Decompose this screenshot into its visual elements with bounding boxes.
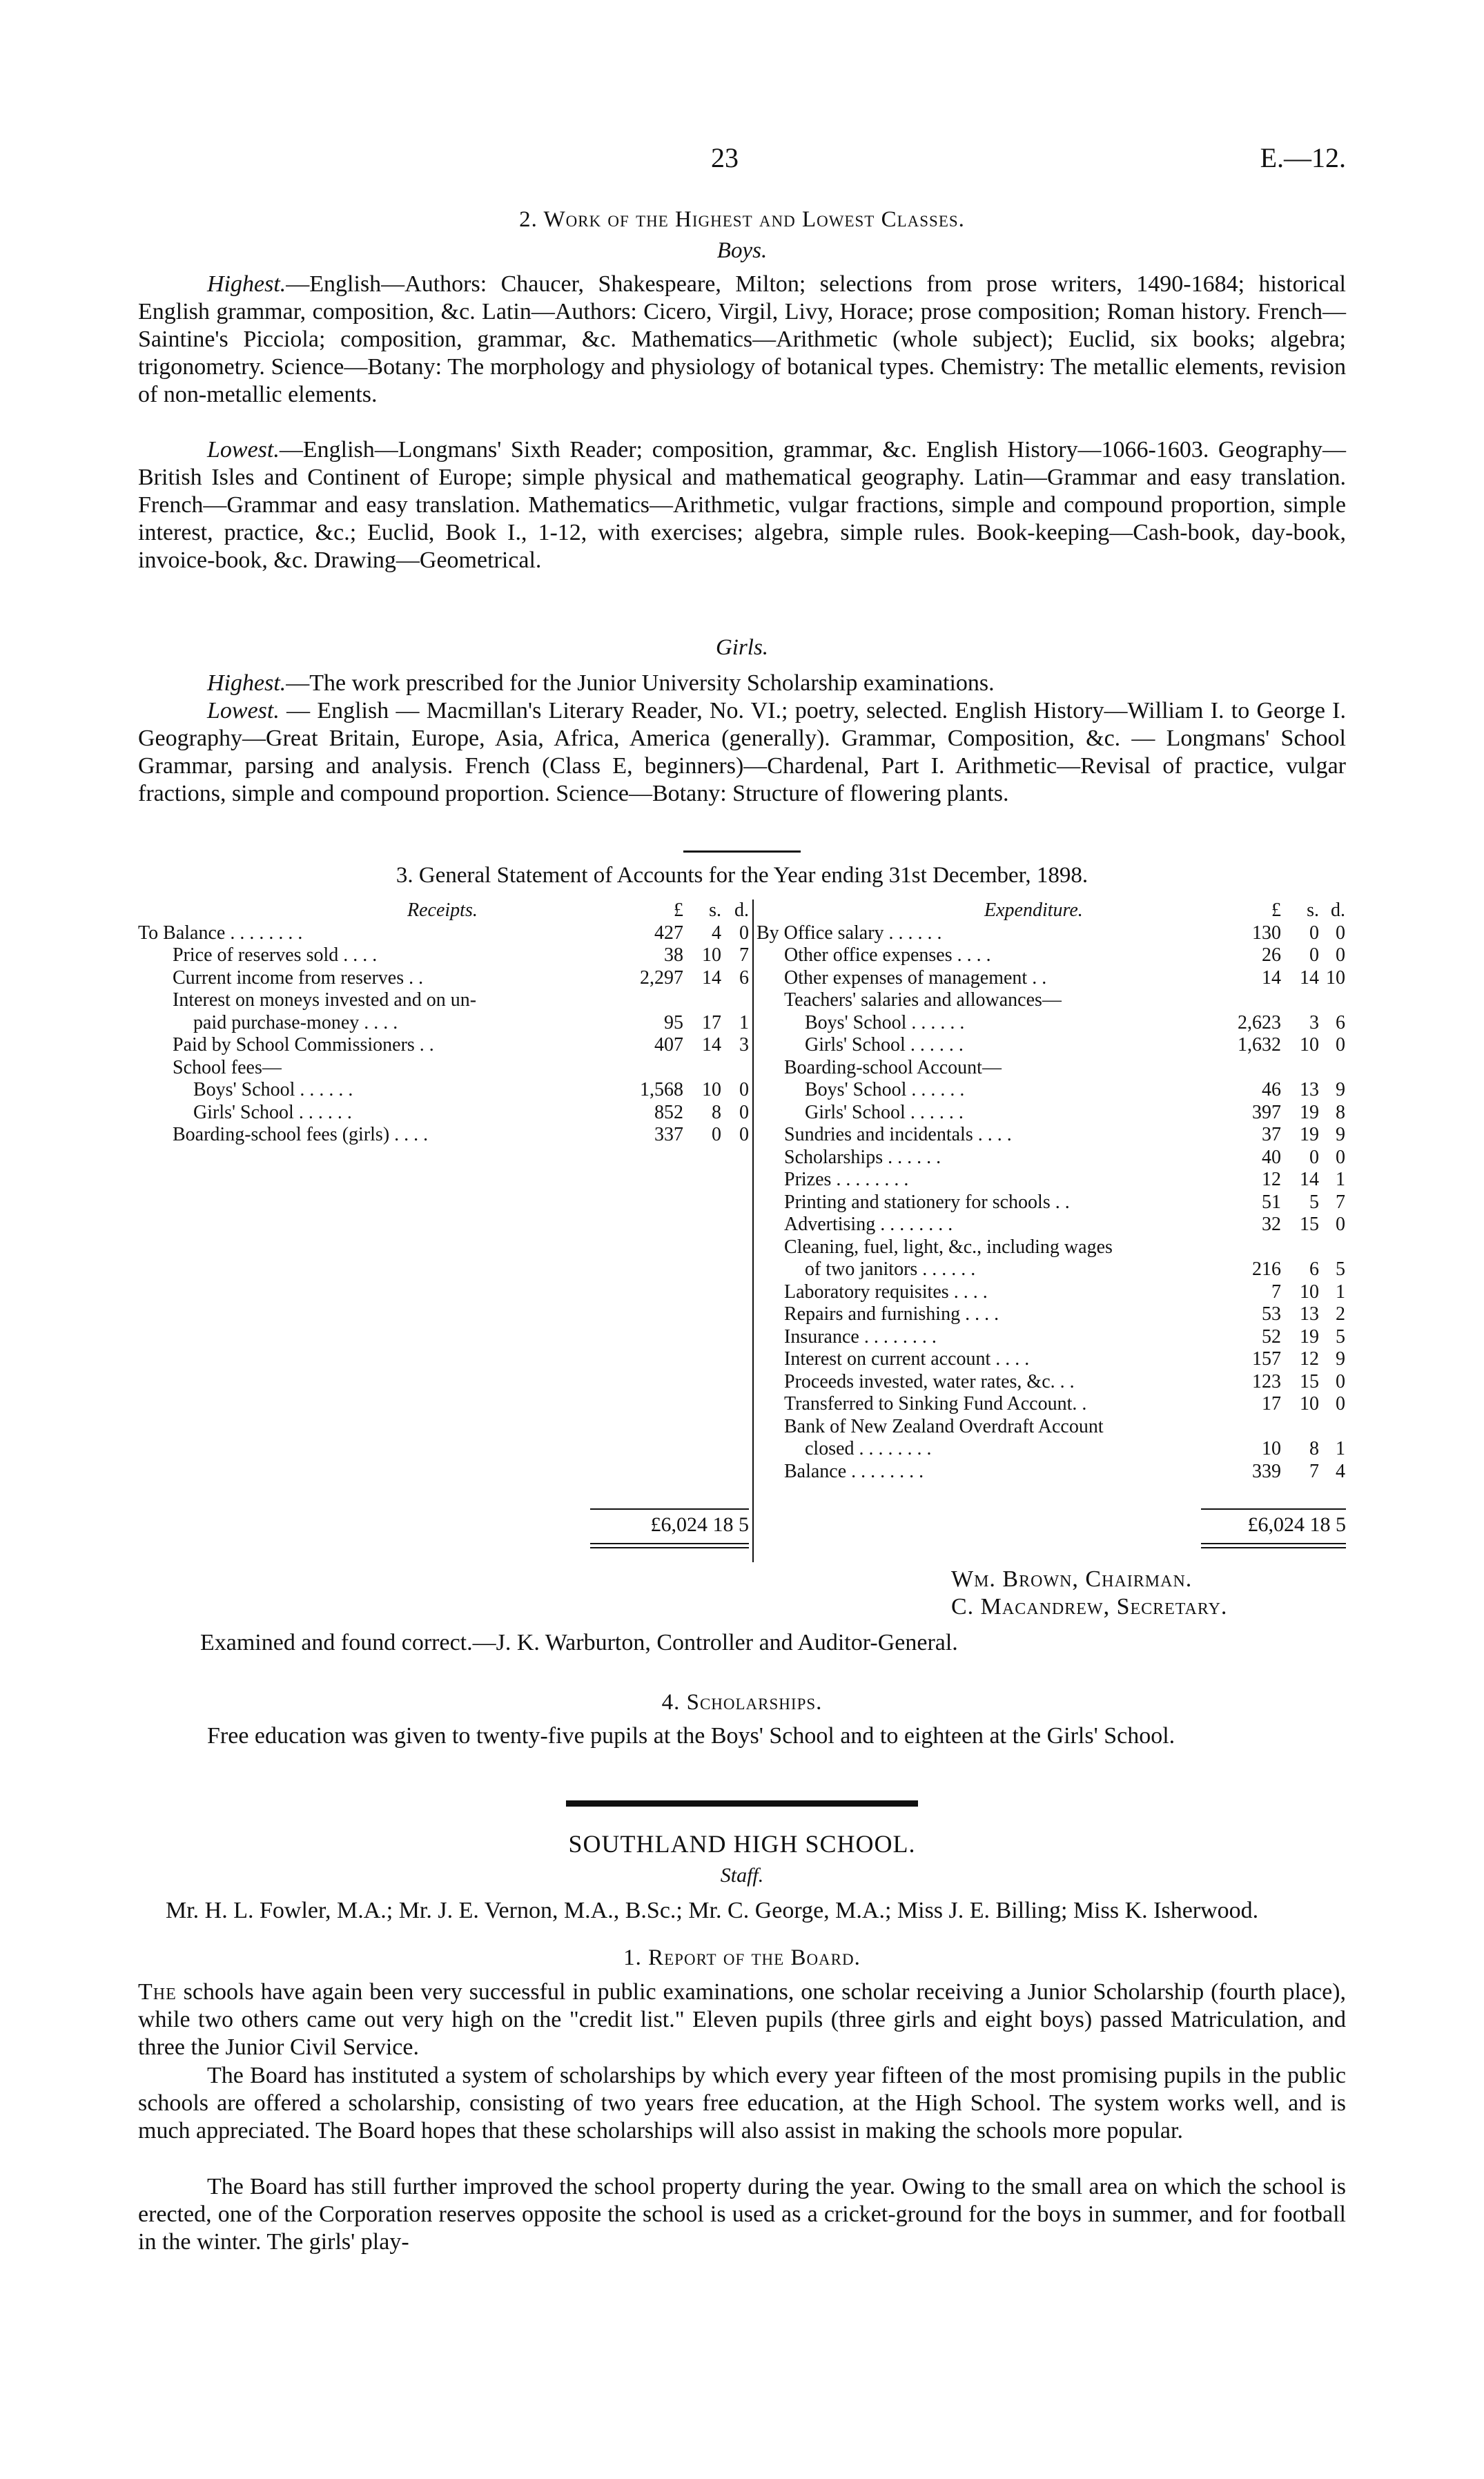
expenditure-row bbox=[756, 1281, 1346, 1304]
expenditure-total: £6,024 18 5 bbox=[1247, 1513, 1346, 1536]
page-number: 23 bbox=[711, 142, 739, 173]
boys-highest bbox=[138, 271, 1346, 409]
receipts-pounds-head: £ bbox=[674, 900, 683, 921]
expenditure-amount-shillings: 15 bbox=[1300, 1214, 1319, 1235]
expenditure-pence-head: d. bbox=[1331, 900, 1345, 921]
expenditure-total-rule-bottom-2 bbox=[1201, 1547, 1346, 1548]
receipts-label: Boarding-school fees (girls) . . . . bbox=[173, 1124, 429, 1145]
receipts-amount-pence: 0 bbox=[739, 1101, 749, 1123]
document-reference: E.—12. bbox=[1260, 142, 1346, 173]
receipts-amount-pounds: 427 bbox=[654, 922, 683, 944]
expenditure-amount-pounds: 1,632 bbox=[1238, 1034, 1281, 1056]
expenditure-amount-pounds: 14 bbox=[1262, 966, 1281, 989]
signature-secretary: C. Macandrew, Secretary. bbox=[951, 1594, 1228, 1620]
receipts-amount-pounds: 2,297 bbox=[640, 966, 683, 989]
receipts-header-row bbox=[138, 900, 749, 922]
receipts-amount-pence: 0 bbox=[739, 1124, 749, 1145]
expenditure-amount-pence: 0 bbox=[1336, 1146, 1345, 1168]
expenditure-label: Printing and stationery for schools . . bbox=[784, 1191, 1070, 1213]
expenditure-amount-pence: 0 bbox=[1336, 1214, 1345, 1235]
expenditure-label: Sundries and incidentals . . . . bbox=[784, 1124, 1012, 1145]
boys-highest-label: Highest. bbox=[207, 271, 286, 297]
expenditure-amount-pence: 0 bbox=[1336, 1034, 1345, 1056]
receipts-amount-shillings: 8 bbox=[712, 1101, 721, 1123]
expenditure-amount-pence: 1 bbox=[1336, 1281, 1345, 1303]
expenditure-row bbox=[756, 1438, 1346, 1461]
receipts-amount-pence: 1 bbox=[739, 1011, 749, 1033]
expenditure-amount-pence: 9 bbox=[1336, 1124, 1345, 1145]
expenditure-amount-shillings: 10 bbox=[1300, 1393, 1319, 1415]
southland-title: SOUTHLAND HIGH SCHOOL. bbox=[568, 1830, 916, 1858]
girls-lowest-text: — English — Macmillan's Literary Reader, No. VI.; poetry, selected. English History—William I. to George I. Geography—Great Britain, Europe, Asia, Africa, America (generally). Grammar, Composition, &c. — Longmans' School Grammar, parsing and analysis. French (Class E, beginners)—Chardenal, Part I. Arithmetic—Revisal of practice, vulgar fractions, simple and compound proportion. Science—Botany: Structure of flowering plants. bbox=[138, 698, 1346, 806]
receipts-row bbox=[138, 944, 749, 967]
expenditure-label: Other office expenses . . . . bbox=[784, 944, 991, 966]
receipts-row bbox=[138, 1034, 749, 1057]
expenditure-label: By Office salary . . . . . . bbox=[756, 922, 942, 944]
expenditure-label: of two janitors . . . . . . bbox=[805, 1258, 976, 1280]
receipts-amount-shillings: 10 bbox=[702, 1079, 721, 1100]
expenditure-heading: Expenditure. bbox=[984, 900, 1083, 921]
expenditure-label: Girls' School . . . . . . bbox=[805, 1034, 964, 1056]
expenditure-amount-shillings: 14 bbox=[1300, 1169, 1319, 1190]
receipts-label: Boys' School . . . . . . bbox=[193, 1079, 353, 1100]
expenditure-amount-shillings: 15 bbox=[1300, 1370, 1319, 1392]
expenditure-amount-pence: 8 bbox=[1336, 1101, 1345, 1123]
expenditure-amount-pounds: 10 bbox=[1262, 1438, 1281, 1459]
expenditure-amount-shillings: 19 bbox=[1300, 1124, 1319, 1145]
report-title: 1. Report of the Board. bbox=[623, 1945, 861, 1970]
expenditure-amount-pounds: 157 bbox=[1252, 1348, 1281, 1370]
expenditure-amount-shillings: 0 bbox=[1309, 922, 1319, 944]
expenditure-amount-pence: 1 bbox=[1336, 1169, 1345, 1190]
expenditure-amount-shillings: 5 bbox=[1309, 1191, 1319, 1213]
expenditure-label: Girls' School . . . . . . bbox=[805, 1101, 964, 1123]
receipts-label: School fees— bbox=[173, 1056, 282, 1078]
expenditure-amount-shillings: 19 bbox=[1300, 1101, 1319, 1123]
expenditure-amount-pence: 4 bbox=[1336, 1460, 1345, 1482]
receipts-amount-shillings: 17 bbox=[702, 1011, 721, 1033]
receipts-amount-shillings: 14 bbox=[702, 1034, 721, 1056]
expenditure-row bbox=[756, 1124, 1346, 1147]
receipts-amount-pence: 3 bbox=[739, 1034, 749, 1056]
receipts-amount-pence: 6 bbox=[739, 966, 749, 989]
expenditure-row bbox=[756, 1416, 1346, 1439]
section-2-title: 2. Work of the Highest and Lowest Classes. bbox=[519, 207, 965, 232]
receipts-amount-shillings: 10 bbox=[702, 944, 721, 966]
expenditure-amount-pounds: 339 bbox=[1252, 1460, 1281, 1482]
expenditure-row bbox=[756, 1371, 1346, 1394]
accounts-column-separator bbox=[752, 900, 754, 1562]
expenditure-label: Boarding-school Account— bbox=[784, 1056, 1002, 1078]
girls-highest bbox=[138, 670, 1346, 697]
receipts-total: £6,024 18 5 bbox=[650, 1513, 749, 1536]
girls-lowest-label: Lowest. bbox=[207, 698, 280, 723]
expenditure-row bbox=[756, 1147, 1346, 1169]
section-4-title: 4. Scholarships. bbox=[661, 1690, 823, 1715]
expenditure-total-rule-top bbox=[1201, 1508, 1346, 1510]
expenditure-row bbox=[756, 967, 1346, 990]
expenditure-row bbox=[756, 1102, 1346, 1125]
para2-text: The Board has instituted a system of scholarships by which every year fifteen of the most promising pupils in the public schools are offered a scholarship, consisting of two years free education, at the High School. The system works well, and is much appreciated. The Board hopes that these scholarships will also assist in making the schools more popular. bbox=[138, 2063, 1346, 2143]
receipts-row bbox=[138, 1124, 749, 1147]
expenditure-row bbox=[756, 1461, 1346, 1484]
receipts-label: Current income from reserves . . bbox=[173, 966, 424, 989]
expenditure-amount-pence: 7 bbox=[1336, 1191, 1345, 1213]
staff-list bbox=[138, 1897, 1346, 1925]
staff-text: Mr. H. L. Fowler, M.A.; Mr. J. E. Vernon, M.A., B.Sc.; Mr. C. George, M.A.; Miss J. E. Billing; Miss K. Isherwood. bbox=[166, 1898, 1259, 1923]
expenditure-amount-pounds: 130 bbox=[1252, 922, 1281, 944]
expenditure-amount-shillings: 0 bbox=[1309, 944, 1319, 966]
scholarships-text: Free education was given to twenty-five pupils at the Boys' School and to eighteen at the Girls' School. bbox=[207, 1723, 1175, 1749]
para1-text: schools have again been very successful in public examinations, one scholar receiving a Junior Scholarship (fourth place), while two others came out very high on the "credit list." Eleven pupils (three girls and eight boys) passed Matriculation, and three the Junior Civil Service. bbox=[138, 1979, 1346, 2060]
receipts-amount-pounds: 852 bbox=[654, 1101, 683, 1123]
expenditure-amount-pounds: 37 bbox=[1262, 1124, 1281, 1145]
expenditure-amount-pounds: 123 bbox=[1252, 1370, 1281, 1392]
expenditure-amount-shillings: 6 bbox=[1309, 1258, 1319, 1280]
receipts-label: Paid by School Commissioners . . bbox=[173, 1034, 434, 1056]
boys-lowest-label: Lowest. bbox=[207, 437, 280, 463]
receipts-amount-pence: 7 bbox=[739, 944, 749, 966]
expenditure-amount-pence: 0 bbox=[1336, 922, 1345, 944]
expenditure-row bbox=[756, 1236, 1346, 1259]
expenditure-amount-shillings: 19 bbox=[1300, 1325, 1319, 1348]
girls-heading: Girls. bbox=[715, 635, 769, 660]
expenditure-amount-pounds: 2,623 bbox=[1238, 1011, 1281, 1033]
expenditure-amount-pence: 5 bbox=[1336, 1258, 1345, 1280]
staff-heading: Staff. bbox=[720, 1864, 764, 1887]
receipts-row bbox=[138, 922, 749, 945]
expenditure-amount-shillings: 12 bbox=[1300, 1348, 1319, 1370]
receipts-column bbox=[138, 900, 749, 1147]
expenditure-row bbox=[756, 1192, 1346, 1214]
expenditure-amount-pounds: 53 bbox=[1262, 1303, 1281, 1325]
para3-text: The Board has still further improved the school property during the year. Owing to the small area on which the school is erected, one of the Corporation reserves opposite the school is used as a cricket-ground for the boys in summer, and for football in the winter. The girls' play- bbox=[138, 2174, 1346, 2255]
expenditure-amount-pounds: 40 bbox=[1262, 1146, 1281, 1168]
expenditure-row bbox=[756, 1348, 1346, 1371]
page-header bbox=[138, 142, 1346, 183]
expenditure-amount-pence: 9 bbox=[1336, 1348, 1345, 1370]
expenditure-amount-pence: 0 bbox=[1336, 1370, 1345, 1392]
receipts-row bbox=[138, 1079, 749, 1102]
para1-lead: The bbox=[138, 1979, 177, 2005]
expenditure-amount-pounds: 397 bbox=[1252, 1101, 1281, 1123]
expenditure-row bbox=[756, 1012, 1346, 1035]
receipts-shillings-head: s. bbox=[709, 900, 721, 921]
receipts-total-rule-top bbox=[590, 1508, 749, 1510]
expenditure-row bbox=[756, 989, 1346, 1012]
receipts-amount-pounds: 407 bbox=[654, 1034, 683, 1056]
expenditure-row bbox=[756, 922, 1346, 945]
receipts-amount-shillings: 4 bbox=[712, 922, 721, 944]
expenditure-amount-shillings: 13 bbox=[1300, 1079, 1319, 1100]
boys-heading: Boys. bbox=[716, 238, 768, 263]
receipts-label: To Balance . . . . . . . . bbox=[138, 922, 303, 944]
expenditure-row bbox=[756, 1393, 1346, 1416]
receipts-label: Girls' School . . . . . . bbox=[193, 1101, 352, 1123]
expenditure-label: Repairs and furnishing . . . . bbox=[784, 1303, 999, 1325]
receipts-row bbox=[138, 967, 749, 990]
report-para-3 bbox=[138, 2173, 1346, 2256]
expenditure-label: Proceeds invested, water rates, &c. . . bbox=[784, 1370, 1075, 1392]
expenditure-row bbox=[756, 1326, 1346, 1349]
signature-chairman: Wm. Brown, Chairman. bbox=[951, 1566, 1193, 1592]
expenditure-amount-pounds: 12 bbox=[1262, 1169, 1281, 1190]
girls-lowest bbox=[138, 697, 1346, 808]
expenditure-row bbox=[756, 1303, 1346, 1326]
expenditure-shillings-head: s. bbox=[1307, 900, 1319, 921]
expenditure-amount-shillings: 7 bbox=[1309, 1460, 1319, 1482]
expenditure-label: Laboratory requisites . . . . bbox=[784, 1281, 988, 1303]
expenditure-amount-pounds: 52 bbox=[1262, 1325, 1281, 1348]
receipts-amount-shillings: 0 bbox=[712, 1124, 721, 1145]
expenditure-amount-pounds: 26 bbox=[1262, 944, 1281, 966]
expenditure-row bbox=[756, 1057, 1346, 1080]
expenditure-amount-pence: 0 bbox=[1336, 1393, 1345, 1415]
expenditure-label: Boys' School . . . . . . bbox=[805, 1079, 965, 1100]
expenditure-row bbox=[756, 1079, 1346, 1102]
receipts-amount-pounds: 337 bbox=[654, 1124, 683, 1145]
expenditure-amount-shillings: 13 bbox=[1300, 1303, 1319, 1325]
expenditure-row bbox=[756, 944, 1346, 967]
expenditure-label: Scholarships . . . . . . bbox=[784, 1146, 941, 1168]
receipts-amount-pence: 0 bbox=[739, 1079, 749, 1100]
section-divider-short bbox=[683, 850, 801, 853]
expenditure-row bbox=[756, 1258, 1346, 1281]
receipts-label: Price of reserves sold . . . . bbox=[173, 944, 378, 966]
expenditure-header-row bbox=[756, 900, 1346, 922]
receipts-heading: Receipts. bbox=[407, 900, 478, 921]
expenditure-label: Transferred to Sinking Fund Account. . bbox=[784, 1393, 1087, 1415]
expenditure-amount-pounds: 46 bbox=[1262, 1079, 1281, 1100]
receipts-row bbox=[138, 1012, 749, 1035]
expenditure-amount-shillings: 8 bbox=[1309, 1438, 1319, 1459]
expenditure-label: Interest on current account . . . . bbox=[784, 1348, 1030, 1370]
girls-highest-text: —The work prescribed for the Junior University Scholarship examinations. bbox=[286, 670, 995, 696]
receipts-row bbox=[138, 1057, 749, 1080]
receipts-label: Interest on moneys invested and on un- bbox=[173, 989, 477, 1011]
receipts-total-rule-bottom-1 bbox=[590, 1543, 749, 1544]
expenditure-amount-pence: 5 bbox=[1336, 1325, 1345, 1348]
receipts-amount-pounds: 95 bbox=[664, 1011, 683, 1033]
expenditure-row bbox=[756, 1169, 1346, 1192]
receipts-row bbox=[138, 1102, 749, 1125]
expenditure-total-rule-bottom-1 bbox=[1201, 1543, 1346, 1544]
report-para-2 bbox=[138, 2062, 1346, 2145]
expenditure-label: Advertising . . . . . . . . bbox=[784, 1214, 953, 1235]
examined-statement: Examined and found correct.—J. K. Warburton, Controller and Auditor-General. bbox=[200, 1630, 958, 1655]
expenditure-amount-pounds: 216 bbox=[1252, 1258, 1281, 1280]
receipts-row bbox=[138, 989, 749, 1012]
receipts-amount-pounds: 1,568 bbox=[640, 1079, 683, 1100]
expenditure-amount-pounds: 51 bbox=[1262, 1191, 1281, 1213]
expenditure-label: Boys' School . . . . . . bbox=[805, 1011, 965, 1033]
girls-highest-label: Highest. bbox=[207, 670, 286, 696]
expenditure-label: closed . . . . . . . . bbox=[805, 1438, 932, 1459]
expenditure-amount-pounds: 32 bbox=[1262, 1214, 1281, 1235]
expenditure-amount-shillings: 3 bbox=[1309, 1011, 1319, 1033]
boys-lowest bbox=[138, 436, 1346, 574]
expenditure-label: Insurance . . . . . . . . bbox=[784, 1325, 937, 1348]
section-4-body bbox=[138, 1722, 1346, 1750]
receipts-amount-pounds: 38 bbox=[664, 944, 683, 966]
receipts-total-rule-bottom-2 bbox=[590, 1547, 749, 1548]
expenditure-amount-pence: 10 bbox=[1326, 966, 1345, 989]
expenditure-label: Cleaning, fuel, light, &c., including wages bbox=[784, 1236, 1113, 1258]
expenditure-amount-pence: 1 bbox=[1336, 1438, 1345, 1459]
expenditure-pounds-head: £ bbox=[1271, 900, 1281, 921]
expenditure-amount-shillings: 14 bbox=[1300, 966, 1319, 989]
expenditure-label: Balance . . . . . . . . bbox=[784, 1460, 924, 1482]
heavy-rule-divider bbox=[566, 1800, 918, 1807]
receipts-pence-head: d. bbox=[734, 900, 749, 921]
expenditure-amount-pounds: 7 bbox=[1271, 1281, 1281, 1303]
boys-lowest-text: —English—Longmans' Sixth Reader; composition, grammar, &c. English History—1066-1603. Geography—British Isles and Continent of Europe; simple physical and mathematical geography. Latin—Grammar and easy translation. French—Grammar and easy translation. Mathematics—Arithmetic, vulgar fractions, simple and compound proportion, simple interest, practice, &c.; Euclid, Book I., 1-12, with exercises; algebra, simple rules. Book-keeping—Cash-book, day-book, invoice-book, &c. Drawing—Geometrical. bbox=[138, 437, 1346, 573]
boys-highest-text: —English—Authors: Chaucer, Shakespeare, Milton; selections from prose writers, 1490-1684; historical English grammar, composition, &c. Latin—Authors: Cicero, Virgil, Livy, Horace; prose composition; Roman history. French—Saintine's Picciola; composition, grammar, &c. Mathematics—Arithmetic (whole subject); Euclid, six books; algebra; trigonometry. Science—Botany: The morphology and physiology of botanical types. Chemistry: The metallic elements, revision of non-metallic elements. bbox=[138, 271, 1346, 407]
expenditure-amount-pounds: 17 bbox=[1262, 1393, 1281, 1415]
expenditure-amount-pence: 0 bbox=[1336, 944, 1345, 966]
expenditure-amount-pence: 9 bbox=[1336, 1079, 1345, 1100]
receipts-amount-shillings: 14 bbox=[702, 966, 721, 989]
receipts-label: paid purchase-money . . . . bbox=[193, 1011, 398, 1033]
expenditure-amount-shillings: 10 bbox=[1300, 1034, 1319, 1056]
expenditure-label: Teachers' salaries and allowances— bbox=[784, 989, 1062, 1011]
expenditure-row bbox=[756, 1214, 1346, 1236]
expenditure-label: Bank of New Zealand Overdraft Account bbox=[784, 1415, 1104, 1437]
expenditure-amount-shillings: 0 bbox=[1309, 1146, 1319, 1168]
expenditure-label: Other expenses of management . . bbox=[784, 966, 1047, 989]
expenditure-amount-shillings: 10 bbox=[1300, 1281, 1319, 1303]
report-para-1 bbox=[138, 1979, 1346, 2061]
section-3-title: 3. General Statement of Accounts for the Year ending 31st December, 1898. bbox=[396, 863, 1088, 888]
expenditure-amount-pence: 2 bbox=[1336, 1303, 1345, 1325]
expenditure-amount-pence: 6 bbox=[1336, 1011, 1345, 1033]
expenditure-row bbox=[756, 1034, 1346, 1057]
expenditure-label: Prizes . . . . . . . . bbox=[784, 1169, 909, 1190]
expenditure-column bbox=[756, 900, 1346, 1483]
receipts-amount-pence: 0 bbox=[739, 922, 749, 944]
